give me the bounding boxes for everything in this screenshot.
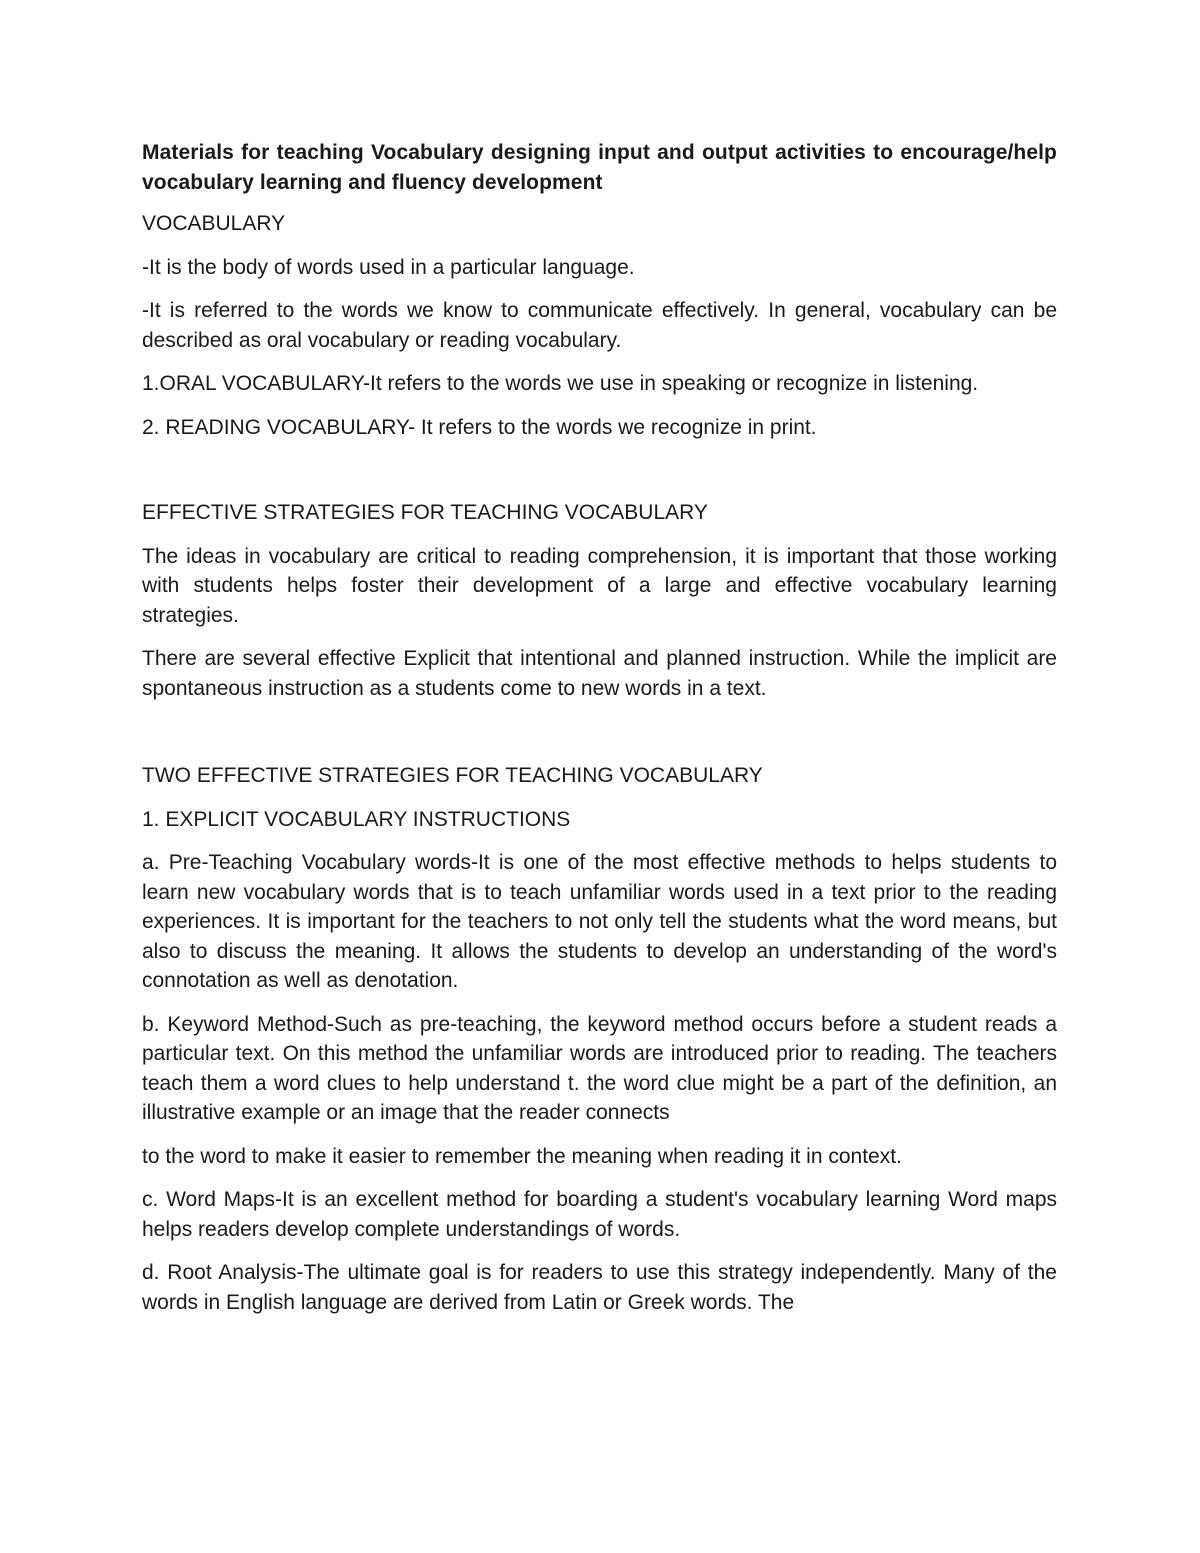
item-a-pre-teaching: a. Pre-Teaching Vocabulary words-It is one of the most effective methods to helps students to learn new vocabulary words that is to teach unfamiliar words used in a text prior to the reading experiences. It is important for the teachers to not only tell the students what the word means, but also to discuss the meaning. It allows the students to develop an understanding of the word's connotation as well as denotation. bbox=[142, 851, 1057, 992]
item-c-word-maps: c. Word Maps-It is an excellent method for boarding a student's vocabulary learning Word maps helps readers develop complete understandings of words. bbox=[142, 1188, 1057, 1241]
reading-vocabulary-paragraph: 2. READING VOCABULARY- It refers to the words we recognize in print. bbox=[142, 415, 817, 439]
item-b-keyword-method: b. Keyword Method-Such as pre-teaching, the keyword method occurs before a student reads a particular text. On this method the unfamiliar words are introduced prior to reading. The teachers teach them a word clues to help understand t. the word clue might be a part of the definition, an illustrative example or an image that the reader connects bbox=[142, 1012, 1057, 1124]
vocabulary-definition-2: -It is referred to the words we know to communicate effectively. In general, vocabulary can be described as oral vocabulary or reading vocabulary. bbox=[142, 299, 1057, 352]
vocabulary-definition-1: -It is the body of words used in a particular language. bbox=[142, 255, 635, 279]
strategies-paragraph-1: The ideas in vocabulary are critical to reading comprehension, it is important that those working with students helps foster their development of a large and effective vocabulary learning strategies. bbox=[142, 544, 1057, 627]
explicit-instructions-heading: 1. EXPLICIT VOCABULARY INSTRUCTIONS bbox=[142, 807, 571, 831]
two-strategies-heading: TWO EFFECTIVE STRATEGIES FOR TEACHING VOCABULARY bbox=[142, 764, 763, 787]
oral-vocabulary-paragraph: 1.ORAL VOCABULARY-It refers to the words we use in speaking or recognize in listening. bbox=[142, 372, 979, 395]
section-spacer bbox=[142, 717, 1057, 761]
section-spacer bbox=[142, 456, 1057, 498]
item-b-continuation: to the word to make it easier to remember the meaning when reading it in context. bbox=[142, 1144, 902, 1168]
item-d-root-analysis: d. Root Analysis-The ultimate goal is for readers to use this strategy independently. Many of the words in English language are derived from Latin or Greek words. The bbox=[142, 1261, 1057, 1314]
strategies-heading: EFFECTIVE STRATEGIES FOR TEACHING VOCABULARY bbox=[142, 501, 708, 524]
vocabulary-heading: VOCABULARY bbox=[142, 212, 286, 235]
strategies-paragraph-2: There are several effective Explicit that intentional and planned instruction. While the implicit are spontaneous instruction as a students come to new words in a text. bbox=[142, 647, 1057, 700]
document-page bbox=[142, 138, 1057, 1331]
document-title: Materials for teaching Vocabulary designing input and output activities to encourage/help vocabulary learning and fluency development bbox=[142, 141, 1057, 194]
